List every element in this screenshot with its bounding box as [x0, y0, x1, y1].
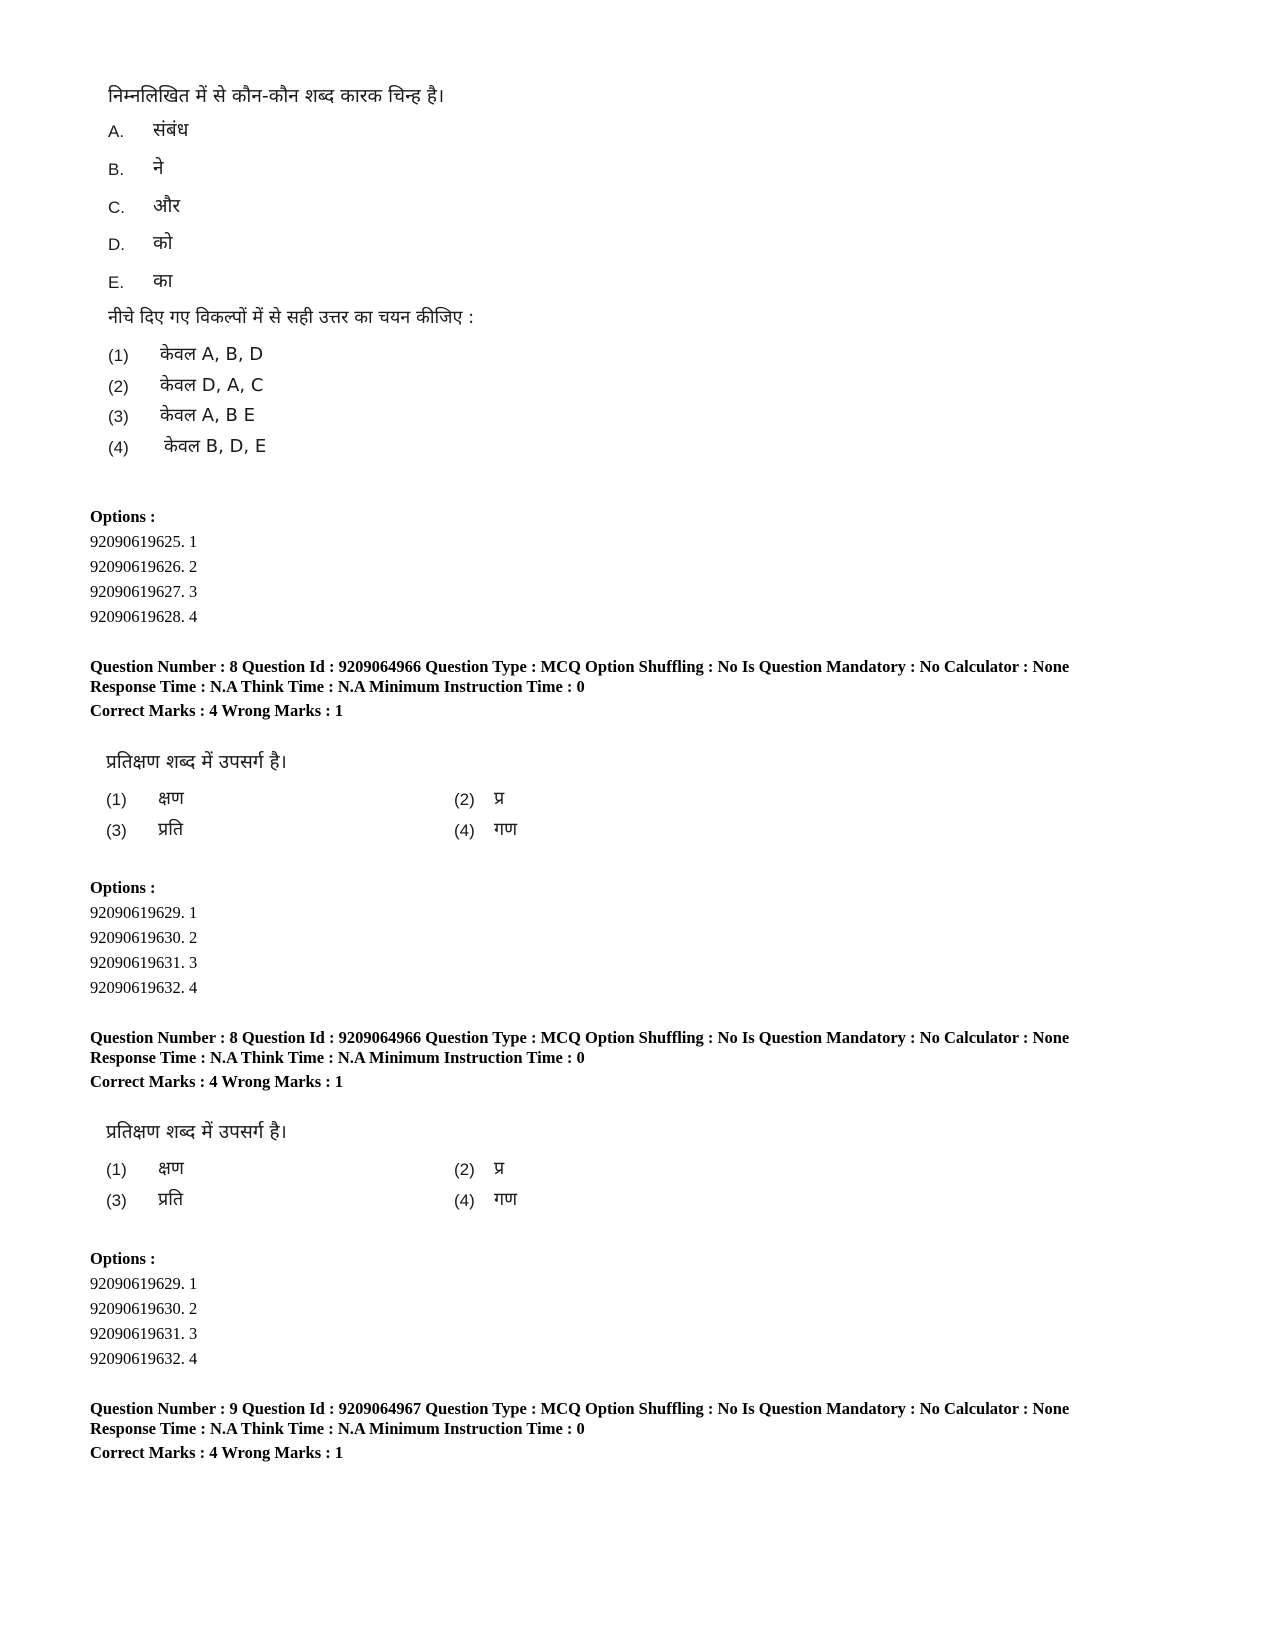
- choice-text: प्रति: [158, 819, 184, 840]
- option-line: 92090619630. 2: [90, 1299, 198, 1318]
- choice-text: प्रति: [158, 1189, 184, 1210]
- meta-line-timing: Response Time : N.A Think Time : N.A Minimum Instruction Time : 0: [90, 1419, 585, 1438]
- choice-text: केवल B, D, E: [164, 436, 267, 457]
- choice-text: केवल A, B E: [160, 405, 255, 426]
- meta-line-marks: Correct Marks : 4 Wrong Marks : 1: [90, 1072, 344, 1091]
- options-heading: Options :: [90, 507, 156, 526]
- statement-text: और: [153, 195, 181, 217]
- choice-number: (4): [108, 438, 129, 457]
- statement-letter: C.: [108, 198, 125, 217]
- option-line: 92090619629. 1: [90, 1274, 198, 1293]
- answer-choice-1: [106, 1156, 306, 1184]
- answer-choice-3: [106, 817, 306, 845]
- choice-number: (3): [106, 821, 127, 840]
- choice-number: (1): [106, 790, 127, 809]
- option-line: 92090619626. 2: [90, 557, 198, 576]
- options-heading: Options :: [90, 878, 156, 897]
- option-line: 92090619625. 1: [90, 532, 198, 551]
- statement-letter: E.: [108, 273, 125, 292]
- question-stem: प्रतिक्षण शब्द में उपसर्ग है।: [106, 751, 287, 773]
- meta-line-timing: Response Time : N.A Think Time : N.A Minimum Instruction Time : 0: [90, 1048, 585, 1067]
- question-prefix-block: [106, 748, 706, 858]
- statement-letter: B.: [108, 160, 125, 179]
- option-line: 92090619632. 4: [90, 978, 198, 997]
- statement-item-e: [108, 267, 408, 297]
- statement-text: का: [153, 270, 173, 292]
- meta-line-question: Question Number : 9 Question Id : 9209064967 Question Type : MCQ Option Shuffling : No Is Question Mandatory : No Calculator : None: [90, 1399, 1070, 1418]
- answer-choice-2: [108, 373, 508, 401]
- answer-choice-3: [106, 1187, 306, 1215]
- option-line: 92090619630. 2: [90, 928, 198, 947]
- choice-number: (4): [454, 1191, 475, 1210]
- answer-choice-1: [106, 786, 306, 814]
- meta-line-question: Question Number : 8 Question Id : 9209064966 Question Type : MCQ Option Shuffling : No Is Question Mandatory : No Calculator : None: [90, 1028, 1070, 1047]
- choice-text: क्षण: [158, 788, 184, 809]
- choice-number: (1): [108, 346, 129, 365]
- answer-choice-2: [454, 786, 654, 814]
- choice-number: (4): [454, 821, 475, 840]
- option-line: 92090619629. 1: [90, 903, 198, 922]
- option-line: 92090619627. 3: [90, 582, 198, 601]
- answer-choice-2: [454, 1156, 654, 1184]
- options-block: [90, 504, 197, 629]
- choice-text: क्षण: [158, 1158, 184, 1179]
- meta-line-question: Question Number : 8 Question Id : 9209064966 Question Type : MCQ Option Shuffling : No Is Question Mandatory : No Calculator : None: [90, 657, 1070, 676]
- statement-item-a: [108, 116, 408, 146]
- choice-text: प्र: [494, 1158, 505, 1179]
- statement-text: ने: [153, 157, 164, 179]
- meta-line-marks: Correct Marks : 4 Wrong Marks : 1: [90, 1443, 344, 1462]
- question-stem: प्रतिक्षण शब्द में उपसर्ग है।: [106, 1121, 287, 1143]
- option-line: 92090619631. 3: [90, 953, 198, 972]
- statement-letter: A.: [108, 122, 125, 141]
- choice-text: गण: [494, 1189, 518, 1210]
- option-line: 92090619632. 4: [90, 1349, 198, 1368]
- question-meta: [90, 1028, 1069, 1092]
- choice-text: गण: [494, 819, 518, 840]
- option-line: 92090619628. 4: [90, 607, 198, 626]
- choice-text: केवल A, B, D: [160, 344, 264, 365]
- question-stem: निम्नलिखित में से कौन-कौन शब्द कारक चिन्ह है।: [108, 85, 445, 107]
- choice-number: (3): [108, 407, 129, 426]
- meta-line-marks: Correct Marks : 4 Wrong Marks : 1: [90, 701, 344, 720]
- options-block: [90, 875, 197, 1000]
- question-instruction: नीचे दिए गए विकल्पों में से सही उत्तर का चयन कीजिए :: [108, 307, 475, 328]
- answer-choice-4: [454, 1187, 654, 1215]
- options-block: [90, 1246, 197, 1371]
- choice-text: प्र: [494, 788, 505, 809]
- statement-item-b: [108, 154, 408, 184]
- choice-number: (3): [106, 1191, 127, 1210]
- statement-item-c: [108, 192, 408, 222]
- answer-choice-4: [454, 817, 654, 845]
- question-meta: [90, 657, 1069, 721]
- answer-choice-1: [108, 342, 508, 370]
- meta-line-timing: Response Time : N.A Think Time : N.A Minimum Instruction Time : 0: [90, 677, 585, 696]
- statement-text: को: [153, 232, 173, 254]
- choice-number: (2): [454, 790, 475, 809]
- question-prefix-block: [106, 1118, 706, 1228]
- choice-number: (1): [106, 1160, 127, 1179]
- statement-item-d: [108, 229, 408, 259]
- choice-number: (2): [454, 1160, 475, 1179]
- statement-text: संबंध: [153, 119, 189, 141]
- statement-letter: D.: [108, 235, 125, 254]
- question-meta: [90, 1399, 1069, 1463]
- answer-choice-4: [108, 434, 508, 462]
- option-line: 92090619631. 3: [90, 1324, 198, 1343]
- answer-choice-3: [108, 403, 508, 431]
- choice-text: केवल D, A, C: [160, 375, 264, 396]
- choice-number: (2): [108, 377, 129, 396]
- options-heading: Options :: [90, 1249, 156, 1268]
